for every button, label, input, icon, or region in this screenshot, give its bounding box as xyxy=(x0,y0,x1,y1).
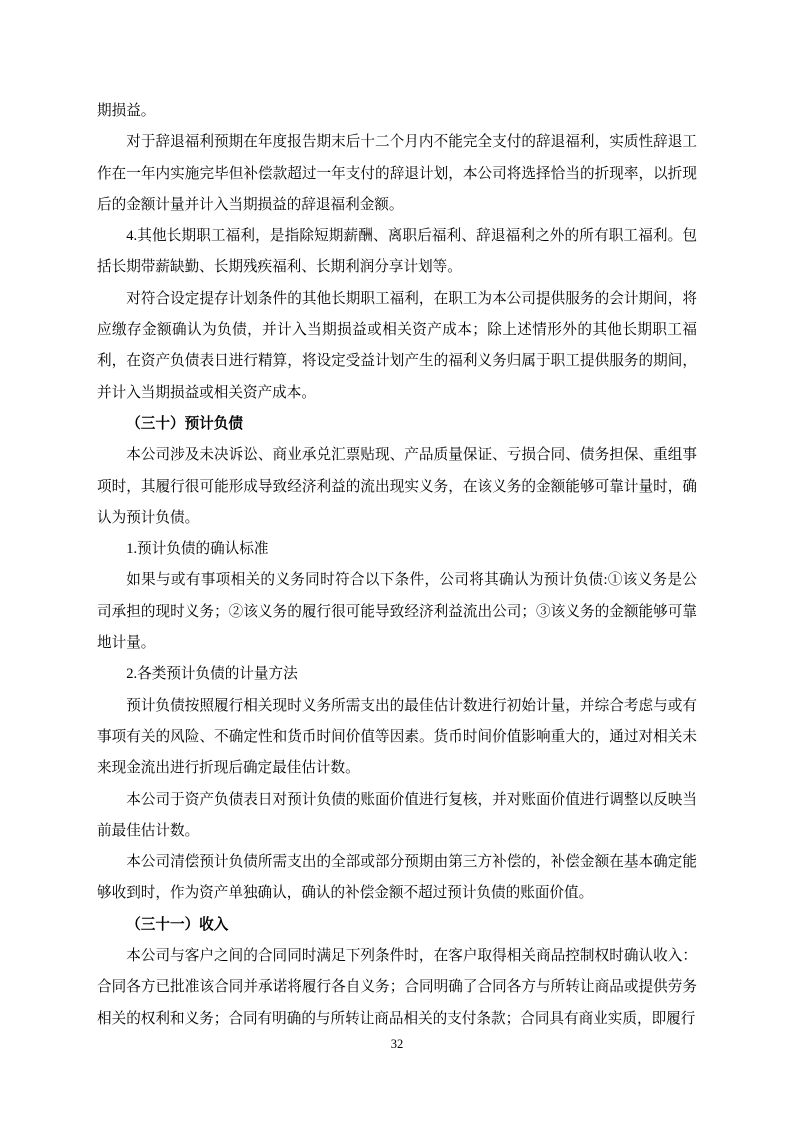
paragraph: 1.预计负债的确认标准 xyxy=(126,541,269,558)
paragraph: 本公司于资产负债表日对预计负债的账面价值进行复核，并对账面价值进行调整以反映当前最佳估计数。 xyxy=(97,791,697,839)
paragraph: 本公司与客户之间的合同同时满足下列条件时，在客户取得相关商品控制权时确认收入：合同各方已批准该合同并承诺将履行各自义务；合同明确了合同各方与所转让商品或提供劳务相关的权利和义务；合同有明确的与所转让商品相关的支付条款；合同具有商业实质，即履行 xyxy=(97,948,697,1027)
page-footer xyxy=(0,1036,794,1052)
paragraph: 本公司清偿预计负债所需支出的全部或部分预期由第三方补偿的，补偿金额在基本确定能够收到时，作为资产单独确认，确认的补偿金额不超过预计负债的账面价值。 xyxy=(97,854,697,902)
paragraph: 如果与或有事项相关的义务同时符合以下条件，公司将其确认为预计负债:①该义务是公司承担的现时义务；②该义务的履行很可能导致经济利益流出公司；③该义务的金额能够可靠地计量。 xyxy=(97,572,697,652)
section-heading: （三十）预计负债 xyxy=(126,415,243,432)
paragraph: 本公司涉及未决诉讼、商业承兑汇票贴现、产品质量保证、亏损合同、债务担保、重组事项时，其履行很可能形成导致经济利益的流出现实义务，在该义务的金额能够可靠计量时，确认为预计负债。 xyxy=(97,447,697,526)
paragraph: 4.其他长期职工福利，是指除短期薪酬、离职后福利、辞退福利之外的所有职工福利。包括长期带薪缺勤、长期残疾福利、长期利润分享计划等。 xyxy=(97,228,697,276)
paragraph: 对于辞退福利预期在年度报告期末后十二个月内不能完全支付的辞退福利，实质性辞退工作在一年内实施完毕但补偿款超过一年支付的辞退计划，本公司将选择恰当的折现率，以折现后的金额计量并计入当期损益的辞退福利金额。 xyxy=(97,134,697,213)
document-body xyxy=(97,96,697,1035)
page-number: 32 xyxy=(390,1037,404,1051)
paragraph: 对符合设定提存计划条件的其他长期职工福利，在职工为本公司提供服务的会计期间，将应缴存金额确认为负债，并计入当期损益或相关资产成本；除上述情形外的其他长期职工福利，在资产负债表日进行精算，将设定受益计划产生的福利义务归属于职工提供服务的期间，并计入当期损益或相关资产成本。 xyxy=(97,290,697,401)
paragraph: 2.各类预计负债的计量方法 xyxy=(126,666,298,683)
paragraph: 期损益。 xyxy=(97,103,156,119)
paragraph: 预计负债按照履行相关现时义务所需支出的最佳估计数进行初始计量，并综合考虑与或有事项有关的风险、不确定性和货币时间价值等因素。货币时间价值影响重大的，通过对相关未来现金流出进行折现后确定最佳估计数。 xyxy=(97,697,697,777)
section-heading: （三十一）收入 xyxy=(126,916,229,933)
